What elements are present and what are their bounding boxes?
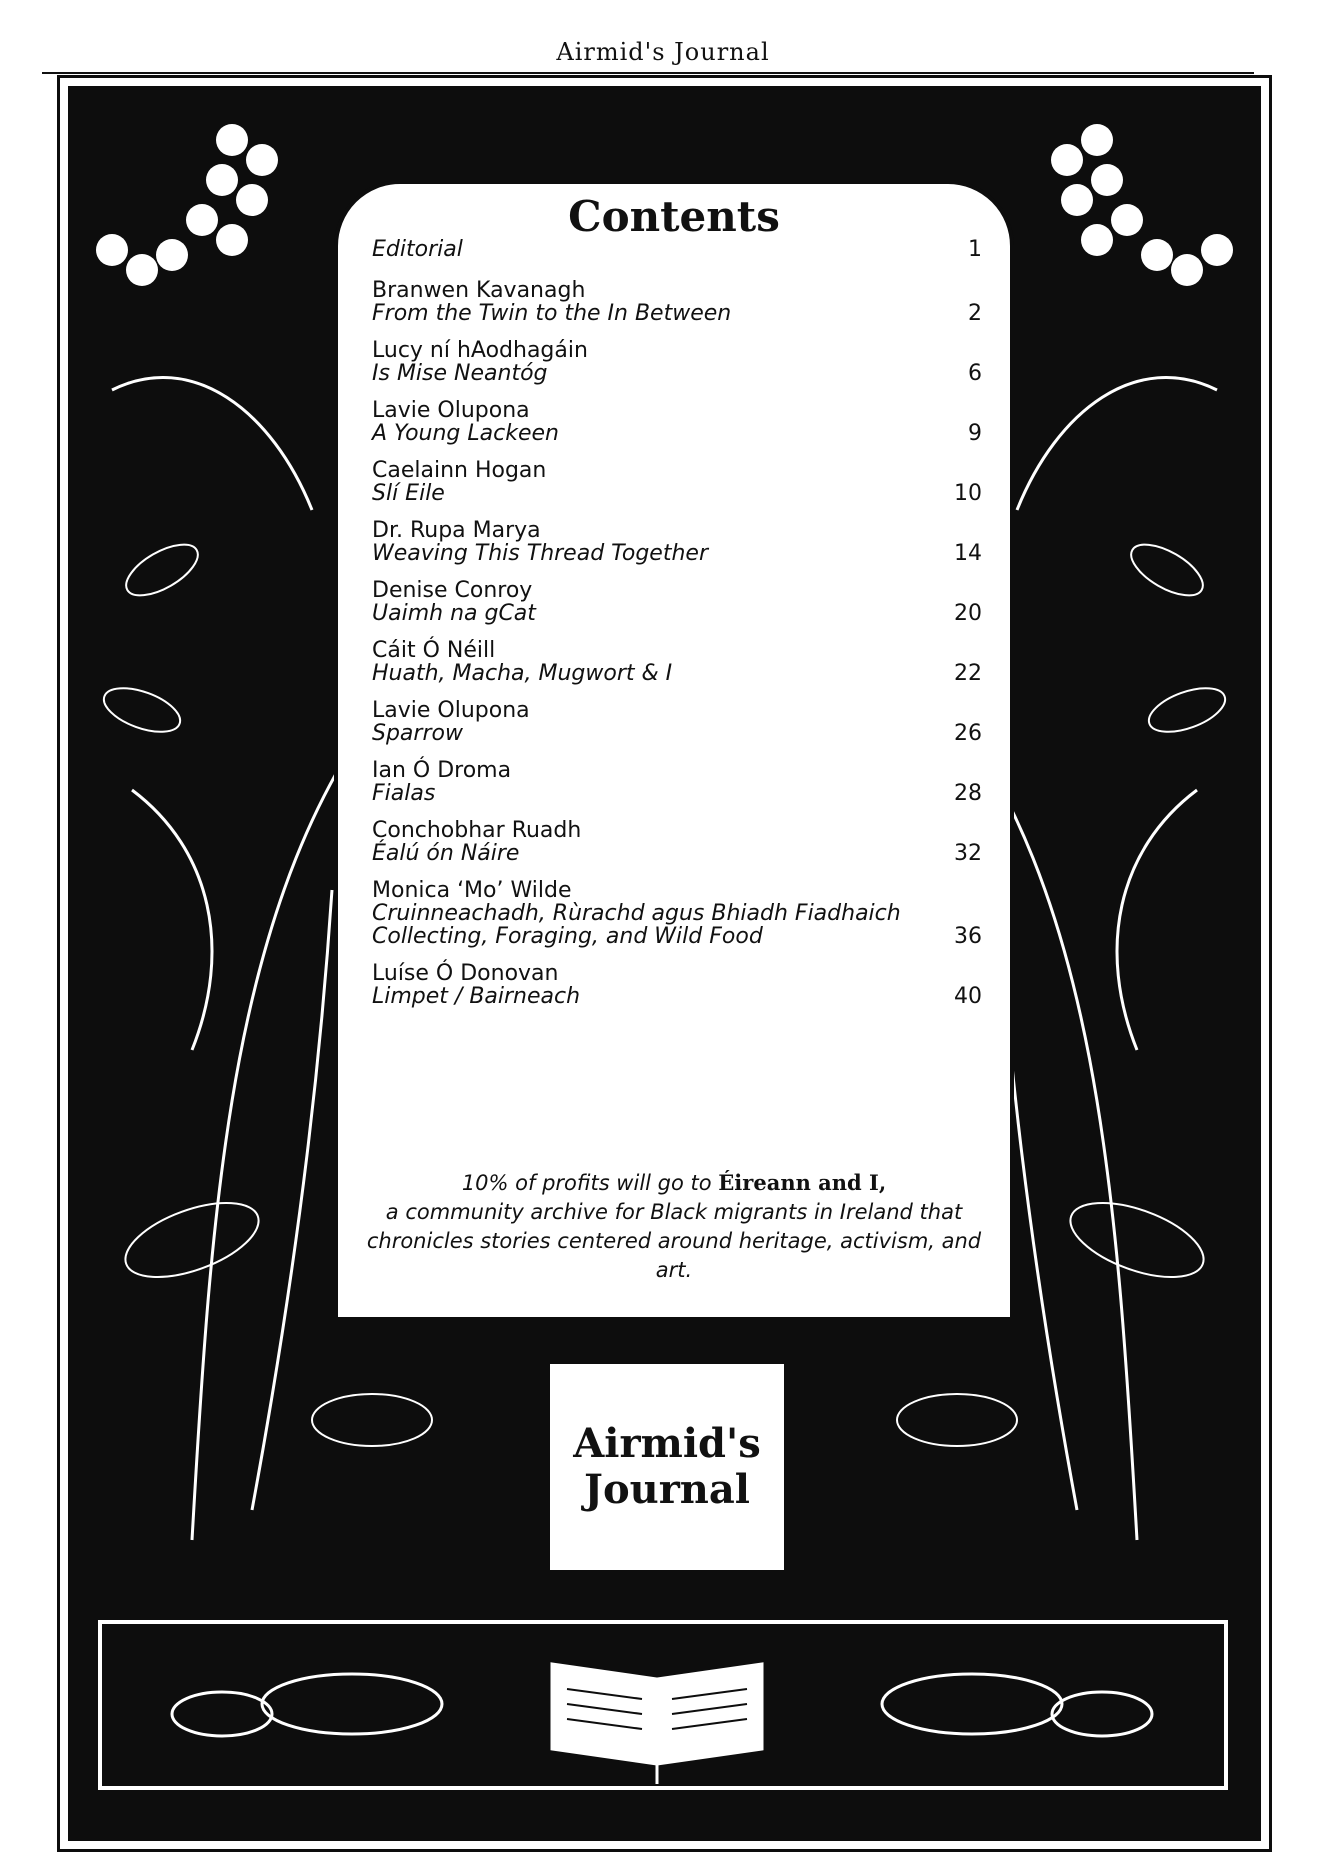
entry-title: Weaving This Thread Together [372,541,708,566]
entry-title: Editorial [372,237,463,262]
running-header: Airmid's Journal [556,38,770,66]
contents-list [372,238,982,1022]
entry-page: 1 [968,237,982,262]
toc-entry[interactable] [372,459,982,505]
entry-page: 36 [954,924,982,949]
entry-author: Lavie Olupona [372,698,530,723]
entry-author: Lucy ní hAodhagáin [372,338,588,363]
entry-title: Is Mise Neantóg [372,361,548,386]
entry-author: Cáit Ó Néill [372,638,496,663]
toc-entry[interactable] [372,879,982,948]
logo-line-2: Journal [584,1466,750,1513]
entry-author: Ian Ó Droma [372,758,512,783]
entry-page: 22 [954,661,982,686]
toc-entry[interactable] [372,579,982,625]
journal-logo [546,1360,788,1574]
entry-title: Slí Eile [372,481,445,506]
entry-author: Dr. Rupa Marya [372,518,541,543]
entry-author: Denise Conroy [372,578,533,603]
logo-line-1: Airmid's [573,1420,761,1467]
entry-title-secondary: Collecting, Foraging, and Wild Food [372,924,763,949]
entry-author: Branwen Kavanagh [372,278,586,303]
entry-page: 6 [968,361,982,386]
toc-entry[interactable] [372,962,982,1008]
toc-entry[interactable] [372,819,982,865]
entry-author: Lavie Olupona [372,398,530,423]
entry-author: Caelainn Hogan [372,458,547,483]
entry-author: Conchobhar Ruadh [372,818,582,843]
entry-page: 40 [954,984,982,1009]
toc-entry[interactable] [372,238,982,261]
contents-heading: Contents [568,192,780,241]
entry-page: 14 [954,541,982,566]
toc-entry[interactable] [372,399,982,445]
entry-title: Cruinneachadh, Rùrachd agus Bhiadh Fiadhaich [372,901,901,926]
entry-author: Monica ‘Mo’ Wilde [372,878,572,903]
contents-panel [334,180,1014,1321]
charity-org: Éireann and I, [718,1170,887,1195]
entry-page: 2 [968,301,982,326]
entry-title: Huath, Macha, Mugwort & I [372,661,673,686]
charity-line-2: a community archive for Black migrants in Ireland that [385,1200,963,1224]
charity-line-1 [348,1168,1000,1198]
charity-line-3: chronicles stories centered around heritage, activism, and art. [366,1229,982,1282]
toc-entry[interactable] [372,519,982,565]
entry-page: 26 [954,721,982,746]
toc-entry[interactable] [372,639,982,685]
header-rule [42,72,1254,74]
entry-title: A Young Lackeen [372,421,559,446]
entry-page: 32 [954,841,982,866]
entry-title: From the Twin to the In Between [372,301,732,326]
toc-entry[interactable] [372,339,982,385]
entry-title: Fialas [372,781,436,806]
open-book-illustration [102,1624,1224,1786]
toc-entry[interactable] [372,759,982,805]
entry-page: 10 [954,481,982,506]
entry-title: Éalú ón Náire [372,841,520,866]
toc-entry[interactable] [372,699,982,745]
entry-page: 9 [968,421,982,446]
entry-page: 20 [954,601,982,626]
charity-prefix: 10% of profits will go to [461,1171,712,1195]
entry-author: Luíse Ó Donovan [372,961,559,986]
toc-entry[interactable] [372,279,982,325]
entry-page: 28 [954,781,982,806]
entry-title: Sparrow [372,721,463,746]
charity-note [348,1168,1000,1285]
entry-title: Limpet / Bairneach [372,984,581,1009]
decorative-frame [68,86,1261,1841]
entry-title: Uaimh na gCat [372,601,536,626]
bottom-band [98,1620,1228,1790]
